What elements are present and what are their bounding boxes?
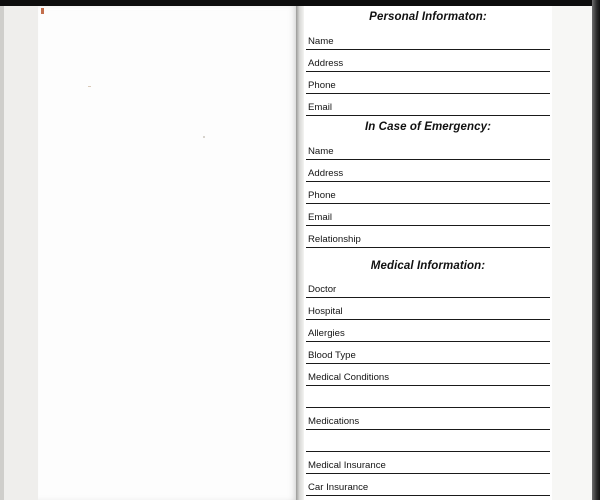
form-field-hospital[interactable] <box>306 298 550 320</box>
personal-information-fields <box>304 28 552 116</box>
scan-left-margin <box>0 0 38 500</box>
form-field-medications-continued[interactable] <box>306 430 550 452</box>
form-field-doctor[interactable] <box>306 276 550 298</box>
section-title-personal-information <box>304 6 552 28</box>
field-label: Phone <box>308 80 336 91</box>
emergency-contact-fields <box>304 138 552 248</box>
scan-right-edge <box>592 0 600 500</box>
field-label: Name <box>308 36 334 47</box>
form-field-medical-conditions[interactable] <box>306 364 550 386</box>
field-label: Medications <box>308 416 360 427</box>
section-title-text: In Case of Emergency: <box>364 121 492 133</box>
booklet-gutter-shadow <box>296 6 304 500</box>
field-label: Medical Conditions <box>308 372 390 383</box>
field-label: Email <box>308 102 332 113</box>
form-field-emergency-phone[interactable] <box>306 182 550 204</box>
medical-id-form <box>304 6 552 500</box>
booklet-left-page <box>38 6 296 500</box>
scan-right-margin <box>552 6 592 500</box>
section-title-in-case-of-emergency <box>304 116 552 138</box>
section-title-text: Personal Informaton: <box>369 11 487 23</box>
field-label: Name <box>308 146 334 157</box>
form-field-car-insurance[interactable] <box>306 474 550 496</box>
paper-speck <box>88 86 91 87</box>
section-title-text: Medical Information: <box>370 260 486 272</box>
form-field-relationship[interactable] <box>306 226 550 248</box>
form-field-medications[interactable] <box>306 408 550 430</box>
form-field-medical-insurance[interactable] <box>306 452 550 474</box>
section-title-medical-information <box>304 248 552 276</box>
scan-left-edge <box>0 0 4 500</box>
field-label: Hospital <box>308 306 343 317</box>
form-field-emergency-address[interactable] <box>306 160 550 182</box>
form-field-medical-conditions-continued[interactable] <box>306 386 550 408</box>
field-label: Address <box>308 58 344 69</box>
form-field-emergency-name[interactable] <box>306 138 550 160</box>
form-field-name[interactable] <box>306 28 550 50</box>
field-label: Relationship <box>308 234 361 245</box>
field-label: Phone <box>308 190 336 201</box>
form-field-address[interactable] <box>306 50 550 72</box>
form-field-phone[interactable] <box>306 72 550 94</box>
field-label: Blood Type <box>308 350 356 361</box>
field-label: Car Insurance <box>308 482 369 493</box>
form-field-emergency-email[interactable] <box>306 204 550 226</box>
field-label: Email <box>308 212 332 223</box>
field-label: Doctor <box>308 284 337 295</box>
field-label: Allergies <box>308 328 345 339</box>
form-field-blood-type[interactable] <box>306 342 550 364</box>
form-field-allergies[interactable] <box>306 320 550 342</box>
red-ink-mark <box>41 8 44 14</box>
form-field-email[interactable] <box>306 94 550 116</box>
field-label: Medical Insurance <box>308 460 386 471</box>
field-label: Address <box>308 168 344 179</box>
medical-information-fields <box>304 276 552 496</box>
paper-speck <box>203 136 205 138</box>
